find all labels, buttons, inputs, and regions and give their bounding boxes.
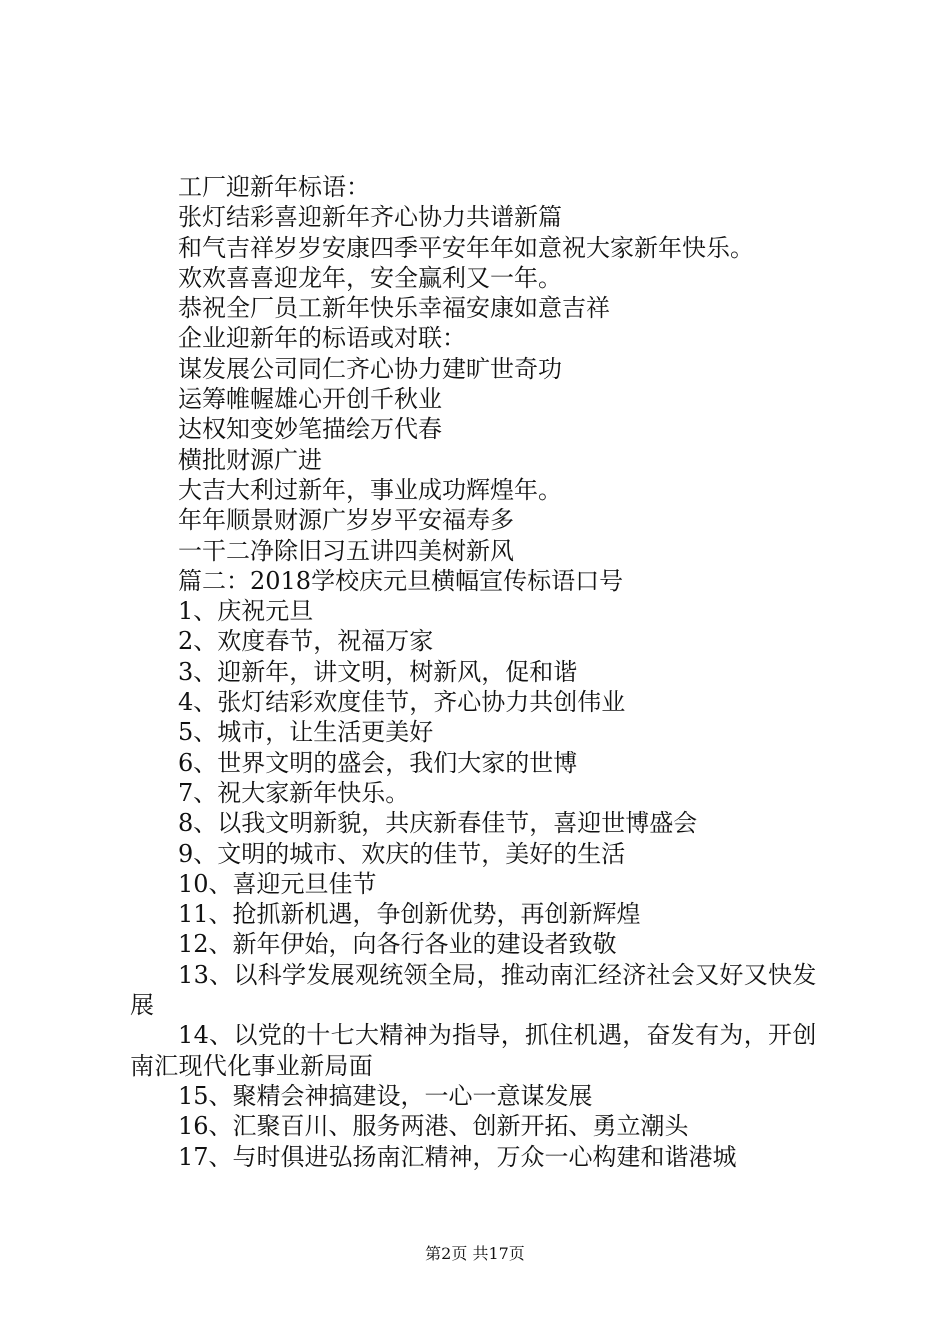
list-item: 2、欢度春节，祝福万家 [178, 627, 434, 656]
list-item: 1、庆祝元旦 [178, 597, 314, 626]
list-item: 15、聚精会神搞建设，一心一意谋发展 [178, 1081, 593, 1110]
list-item: 16、汇聚百川、服务两港、创新开拓、勇立潮头 [178, 1112, 689, 1141]
text-line: 企业迎新年的标语或对联： [178, 324, 466, 353]
list-item: 17、与时俱进弘扬南汇精神，万众一心构建和谐港城 [178, 1142, 737, 1171]
text-line: 欢欢喜喜迎龙年，安全赢利又一年。 [178, 263, 562, 292]
list-item: 7、祝大家新年快乐。 [178, 778, 410, 807]
text-line: 谋发展公司同仁齐心协力建旷世奇功 [178, 354, 562, 383]
list-item: 12、新年伊始，向各行各业的建设者致敬 [178, 930, 617, 959]
list-item: 13、以科学发展观统领全局，推动南汇经济社会又好又快发展 [130, 960, 817, 1020]
list-item: 10、喜迎元旦佳节 [178, 869, 377, 898]
text-line: 横批财源广进 [178, 445, 322, 474]
list-item: 11、抢抓新机遇，争创新优势，再创新辉煌 [178, 900, 641, 929]
text-line: 和气吉祥岁岁安康四季平安年年如意祝大家新年快乐。 [178, 233, 754, 262]
text-line: 张灯结彩喜迎新年齐心协力共谱新篇 [178, 203, 562, 232]
document-body [130, 172, 835, 1172]
list-item: 4、张灯结彩欢度佳节，齐心协力共创伟业 [178, 688, 626, 717]
list-item: 14、以党的十七大精神为指导，抓住机遇，奋发有为，开创南汇现代化事业新局面 [130, 1021, 817, 1080]
section-heading: 篇二：2018学校庆元旦横幅宣传标语口号 [178, 566, 624, 595]
page-number-footer: 第2页 共17页 [425, 1244, 525, 1263]
text-line: 大吉大利过新年，事业成功辉煌年。 [178, 475, 562, 504]
text-line: 工厂迎新年标语： [178, 173, 370, 201]
list-item: 9、文明的城市、欢庆的佳节，美好的生活 [178, 839, 626, 868]
text-line: 一干二净除旧习五讲四美树新风 [178, 536, 514, 565]
text-line: 达权知变妙笔描绘万代春 [178, 415, 442, 444]
list-item: 3、迎新年，讲文明，树新风，促和谐 [178, 657, 578, 686]
text-line: 恭祝全厂员工新年快乐幸福安康如意吉祥 [178, 294, 610, 323]
list-item: 8、以我文明新貌，共庆新春佳节，喜迎世博盛会 [178, 809, 698, 838]
text-line: 年年顺景财源广岁岁平安福寿多 [178, 506, 514, 535]
text-line: 运筹帷幄雄心开创千秋业 [178, 385, 442, 414]
list-item: 6、世界文明的盛会，我们大家的世博 [178, 748, 578, 777]
list-item: 5、城市，让生活更美好 [178, 718, 434, 747]
